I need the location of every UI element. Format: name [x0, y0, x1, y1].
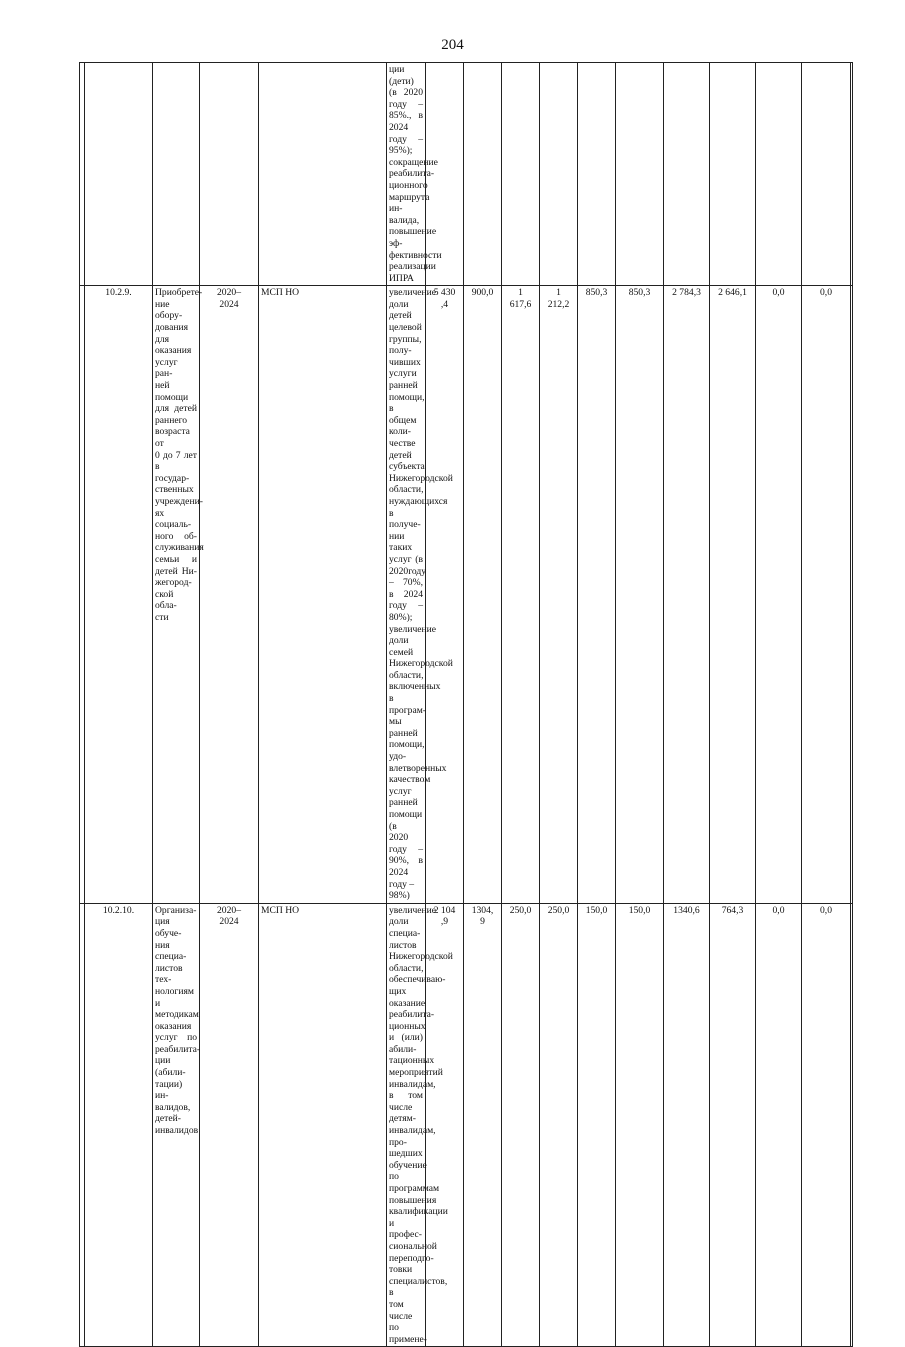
period: 2020– 2024: [200, 903, 259, 1347]
value-cell: [616, 63, 664, 286]
value-cell: [802, 63, 851, 286]
value-cell: 150,0: [616, 903, 664, 1347]
value-cell: [851, 286, 853, 903]
value-cell: 250,0: [502, 903, 540, 1347]
table-row: [80, 286, 853, 903]
page-number: 204: [441, 37, 464, 53]
activity-name: Приобрете- ние обору- дования для оказания услуг ран- ней помощи для детей раннего возраста от 0 до 7 лет в государ- ственных учреждени- ях социаль- ного об- служивания семьи и детей Ни- жегород- ской обла- сти: [153, 286, 200, 903]
value-cell: [756, 63, 802, 286]
value-cell: [710, 63, 756, 286]
value-cell: 1340,6: [664, 903, 710, 1347]
activity-name: [153, 63, 200, 286]
value-cell: 0,0: [802, 903, 851, 1347]
expected-result: увеличение доли детей целевой группы, полу- чивших услуги ранней помощи, в общем коли- честве детей субъекта Нижегородской области, нуждающихся в получе- нии таких услуг (в 2020году – 70%, в 2024 году – 80%); увеличение доли семей Нижегородской области, включенных в програм- мы ранней помощи, удо- влетворенных качеством услуг ранней помощи (в 2020 году – 90%, в 2024 году – 98%): [387, 286, 426, 903]
value-cell: 1304, 9: [464, 903, 502, 1347]
executor: [259, 63, 387, 286]
value-cell: 0,0: [756, 286, 802, 903]
table-row: [80, 63, 853, 286]
value-cell: 900,0: [464, 286, 502, 903]
value-cell: 850,3: [578, 286, 616, 903]
table-row: [80, 903, 853, 1347]
program-activities-table: [79, 62, 853, 1347]
value-cell: 1 617,6: [502, 286, 540, 903]
expected-result: ции (дети) (в 2020 году – 85%., в 2024 году – 95%); сокращение реабилита- ционного маршрута ин- валида, повышение эф- фективности реализации ИПРА: [387, 63, 426, 286]
value-cell: [464, 63, 502, 286]
value-cell: 0,0: [756, 903, 802, 1347]
executor: МСП НО: [259, 903, 387, 1347]
executor: МСП НО: [259, 286, 387, 903]
value-cell: 2 104 ,9: [426, 903, 464, 1347]
value-cell: 764,3: [710, 903, 756, 1347]
value-cell: 850,3: [616, 286, 664, 903]
period: 2020– 2024: [200, 286, 259, 903]
value-cell: [540, 63, 578, 286]
period: [200, 63, 259, 286]
item-number: 10.2.10.: [85, 903, 153, 1347]
value-cell: [578, 63, 616, 286]
value-cell: 0,0: [802, 286, 851, 903]
item-number: 10.2.9.: [85, 286, 153, 903]
value-cell: 2 784,3: [664, 286, 710, 903]
activity-name: Организа- ция обуче- ния специа- листов тех- нологиям и методикам оказания услуг по реабилита- ции (абили- тации) ин- валидов, детей- инвалидов: [153, 903, 200, 1347]
value-cell: [502, 63, 540, 286]
item-number: [85, 63, 153, 286]
value-cell: [664, 63, 710, 286]
value-cell: 150,0: [578, 903, 616, 1347]
value-cell: 250,0: [540, 903, 578, 1347]
value-cell: 2 646,1: [710, 286, 756, 903]
value-cell: [851, 903, 853, 1347]
value-cell: [851, 63, 853, 286]
value-cell: 1 212,2: [540, 286, 578, 903]
value-cell: 5 430 ,4: [426, 286, 464, 903]
expected-result: увеличение доли специа- листов Нижегородской области, обеспечиваю- щих оказание реабилита- ционных и (или) абили- тационных мероприятий инвалидам, в том числе детям-инвалидам, про- шедших обучение по программам повышения квалификации и профес- сиональной переподго- товки специалистов, в том числе по примене-: [387, 903, 426, 1347]
